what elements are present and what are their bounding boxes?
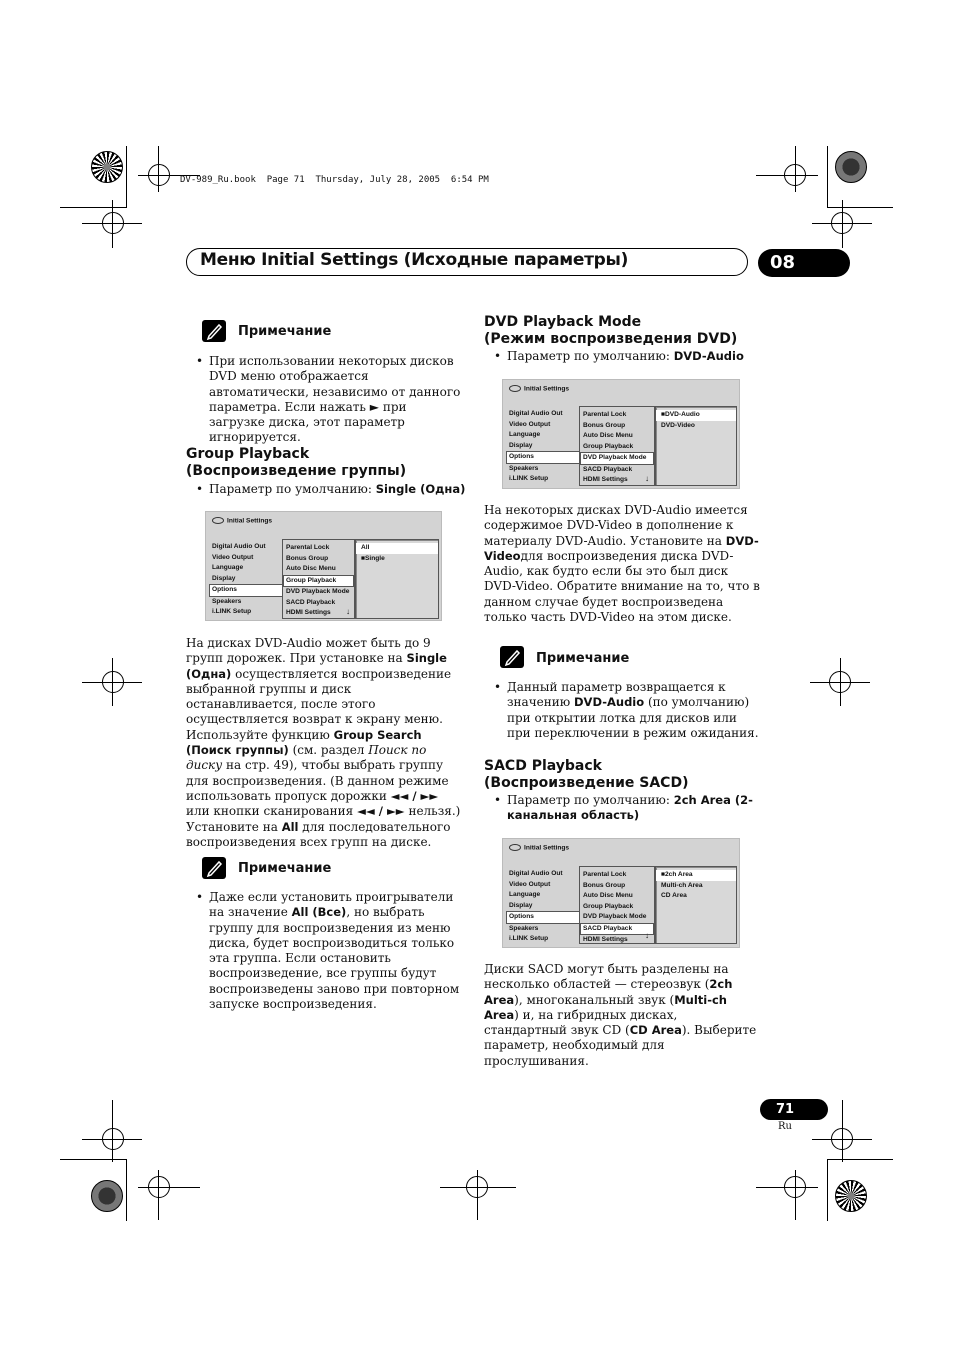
section-title-dvd-playback-mode: DVD Playback Mode (Режим воспроизведения DVD) xyxy=(484,314,738,347)
list-item: • При использовании некоторых дисков DVD меню отображается автоматически, независимо от данного параметра. Если нажать ► при загрузке диска, этот параметр игнорируется. xyxy=(196,354,461,445)
page-number-badge xyxy=(760,1099,828,1120)
sacd-playback-description: Диски SACD могут быть разделены на несколько областей — стереозвук (2ch Area), многоканальный звук (Multi-ch Area) и, на гибридных дисках, стандартный звук CD (CD Area). Выберите параметр, необходимый для прослушивания. xyxy=(484,962,757,1068)
chapter-badge: 08 xyxy=(758,249,850,277)
list-item: • Даже если установить проигрыватели на значение All (Все), но выбрать группу для воспроизведения из меню диска, будет воспроизводиться только эта группа. Если остановить воспроизведение, все группы будут воспроизведены заново при повторном запуске воспроизведения. xyxy=(196,890,460,1012)
note-heading: Примечание xyxy=(536,651,630,666)
note-heading: Примечание xyxy=(238,324,332,339)
note-pencil-icon xyxy=(202,320,226,342)
group-playback-description: На дисках DVD-Audio может быть до 9 групп дорожек. При установке на Single (Одна) осуществляется воспроизведение выбранной группы и диск останавливается, после этого осуществляется возврат к экрану меню. Используйте функцию Group Search (Поиск группы) (см. раздел Поиск по диску на стр. 49), чтобы выбрать группу для воспроизведения. (В данном режиме использовать пропуск дорожки ◄◄ / ►► или кнопки сканирования ◄◄ / ►► нельзя.) Установите на All для последовательного воспроизведения всех групп на диске. xyxy=(186,636,461,849)
registration-target-icon xyxy=(91,1180,123,1212)
dvd-playback-mode-description: На некоторых дисках DVD-Audio имеется содержимое DVD-Video в дополнение к материалу DVD-Audio. Установите на DVD-Videoдля воспроизведения диска DVD-Audio, как будто если бы это был диск DVD-Video. Обратите внимание на то, что в данном случае будет воспроизведена только часть DVD-Video на этом диске. xyxy=(484,503,760,625)
note-pencil-icon xyxy=(500,646,524,668)
default-setting: • Параметр по умолчанию: 2ch Area (2-канальная область) xyxy=(494,793,753,823)
file-info: DV-989_Ru.book Page 71 Thursday, July 28, 2005 6:54 PM xyxy=(180,175,489,185)
language-code: Ru xyxy=(778,1121,792,1132)
default-setting: • Параметр по умолчанию: Single (Одна) xyxy=(196,482,466,496)
disc-icon xyxy=(509,844,521,851)
note-heading: Примечание xyxy=(238,861,332,876)
section-title-sacd-playback: SACD Playback (Воспроизведение SACD) xyxy=(484,758,689,791)
default-setting: • Параметр по умолчанию: DVD-Audio xyxy=(494,349,744,363)
down-arrow-icon: ↓ xyxy=(645,474,649,483)
list-item: • Данный параметр возвращается к значению DVD-Audio (по умолчанию) при открытии лотка для дисков или при переключении в режим ожидания. xyxy=(494,680,759,740)
disc-icon xyxy=(212,517,224,524)
page-number: 71 xyxy=(776,1102,795,1117)
down-arrow-icon: ↓ xyxy=(346,607,350,616)
settings-screen-group-playback: Initial Settings Digital Audio Out Video Output Language Display Options Speakers i.LINK Setup Parental Lock Bonus Group Auto Disc Menu Group Playback DVD Playback Mode SACD Playback HDMI Settings ↓ All ■Single xyxy=(205,511,442,621)
registration-target-icon xyxy=(835,151,867,183)
registration-target-icon xyxy=(91,151,123,183)
settings-screen-sacd-playback: Initial Settings Digital Audio Out Video Output Language Display Options Speakers i.LINK Setup Parental Lock Bonus Group Auto Disc Menu Group Playback DVD Playback Mode SACD Playback HDMI Settings ↓ ■2ch Area Multi-ch Area CD Area xyxy=(502,838,740,948)
registration-target-icon xyxy=(835,1180,867,1212)
settings-screen-dvd-playback-mode: Initial Settings Digital Audio Out Video Output Language Display Options Speakers i.LINK Setup Parental Lock Bonus Group Auto Disc Menu Group Playback DVD Playback Mode SACD Playback HDMI Settings ↓ ■DVD-Audio DVD-Video xyxy=(502,379,740,489)
disc-icon xyxy=(509,385,521,392)
section-title-group-playback: Group Playback (Воспроизведение группы) xyxy=(186,446,407,479)
down-arrow-icon: ↓ xyxy=(645,931,649,940)
note-pencil-icon xyxy=(202,857,226,879)
page-title: Меню Initial Settings (Исходные параметры) xyxy=(200,250,629,270)
